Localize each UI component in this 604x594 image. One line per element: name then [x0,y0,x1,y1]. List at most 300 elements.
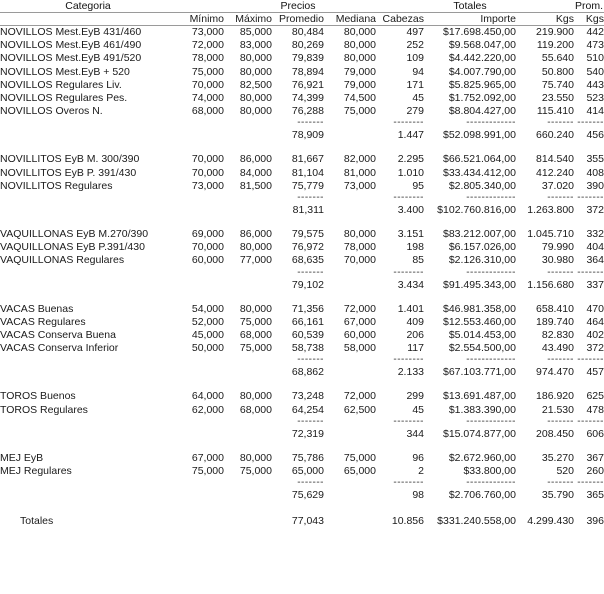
dash-importe: ------------- [466,266,516,278]
row-maximo: 86,000 [239,153,272,166]
row-cabezas: 2.295 [397,153,424,166]
dash-blank-med [324,417,376,427]
row-maximo: 80,000 [239,105,272,118]
row-maximo: 68,000 [239,329,272,342]
subtotal-importe: $2.706.760,00 [448,489,516,502]
grand-total-mediana [324,513,376,529]
row-prom-kgs: 625 [586,390,604,403]
row-cabezas: 117 [407,342,424,355]
row-importe: $2.805.340,00 [448,179,516,192]
subtotal-mediana [324,365,376,379]
dash-blank-min [176,118,224,128]
row-kgs: 1.045.710 [527,228,574,241]
dash-blank [0,355,176,365]
subtotal-prom-kgs: 456 [586,129,604,142]
header-mediana: Mediana [335,13,376,25]
table-row[interactable] [0,404,604,417]
row-category: NOVILLOS Regulares Pes. [0,92,128,105]
dash-importe: ------------- [466,477,516,489]
dash-prom-kgs: ------- [577,415,604,427]
grand-total-cabezas: 10.856 [391,515,424,528]
row-kgs: 75.740 [541,78,574,91]
dash-blank-med [324,193,376,203]
dash-blank-med [324,268,376,278]
header-spacer-kgs [516,0,574,13]
dash-promedio: ------- [297,415,324,427]
row-spacer [0,292,604,303]
row-promedio: 80,484 [291,26,324,38]
row-minimo: 54,000 [191,302,224,315]
row-prom-kgs: 540 [586,65,604,78]
row-minimo: 78,000 [191,52,224,65]
spacer-cell [0,217,604,228]
row-cabezas: 206 [406,329,424,342]
row-kgs: 43.490 [541,342,574,355]
row-maximo: 75,000 [239,342,272,355]
subtotal-importe: $52.098.991,00 [443,129,516,142]
row-mediana: 72,000 [343,390,376,403]
row-prom-kgs: 402 [586,329,604,342]
header-promedio: Promedio [279,13,324,25]
row-importe: $2.672.960,00 [448,451,516,464]
row-promedio: 64,254 [291,403,324,416]
grand-total-max [224,513,272,529]
dash-blank [0,118,176,128]
row-kgs: 189.740 [536,315,574,328]
header-spacer-min [176,0,224,13]
subtotal-separator [0,478,604,488]
row-cabezas: 1.401 [397,302,424,315]
header-prom-kgs: Kgs [585,13,604,25]
dash-promedio: ------- [297,192,324,204]
row-minimo: 72,000 [191,39,224,52]
row-category: NOVILLOS Overos N. [0,105,103,118]
dash-cabezas: -------- [393,192,424,204]
row-importe: $9.568.047,00 [448,39,516,52]
row-prom-kgs: 390 [586,179,604,192]
row-prom-kgs: 510 [586,52,604,65]
subtotal-prom-kgs: 372 [586,204,604,217]
row-kgs: 37.020 [541,179,574,192]
row-maximo: 80,000 [239,65,272,78]
row-importe: $12.553.460,00 [443,315,516,328]
row-maximo: 85,000 [239,26,272,38]
row-prom-kgs: 523 [586,92,604,105]
row-minimo: 73,000 [191,26,224,38]
spacer-cell [0,502,604,513]
rows-body [0,26,604,529]
table-row[interactable] [0,228,604,241]
dash-cabezas: -------- [393,354,424,366]
row-minimo: 52,000 [191,315,224,328]
row-mediana: 70,000 [343,254,376,267]
subtotal-label [0,128,176,142]
row-category: NOVILLOS Mest.EyB 461/490 [0,39,142,52]
subtotal-importe: $15.074.877,00 [443,427,516,440]
row-mediana: 67,000 [343,315,376,328]
header-spacer-med [324,0,376,13]
row-spacer [0,502,604,513]
row-prom-kgs: 260 [586,465,604,478]
row-promedio: 76,288 [291,105,324,118]
row-minimo: 60,000 [191,254,224,267]
row-mediana: 62,500 [343,403,376,416]
subtotal-prom-kgs: 337 [586,278,604,291]
row-kgs: 186.920 [536,390,574,403]
table-row[interactable] [0,39,604,52]
row-minimo: 73,000 [191,179,224,192]
row-mediana: 78,000 [343,241,376,254]
row-cabezas: 94 [412,65,424,78]
subtotal-max [224,488,272,502]
header-totales: Totales [453,0,487,12]
subtotal-max [224,365,272,379]
row-maximo: 80,000 [239,52,272,65]
row-promedio: 60,539 [291,329,324,342]
row-cabezas: 198 [406,241,424,254]
row-promedio: 58,738 [291,342,324,355]
dash-prom-kgs: ------- [577,117,604,129]
row-mediana: 80,000 [343,26,376,38]
row-kgs: 412.240 [536,166,574,179]
table-row[interactable] [0,153,604,166]
dash-cabezas: -------- [393,266,424,278]
row-spacer [0,441,604,452]
row-kgs: 82.830 [541,329,574,342]
table-row[interactable] [0,303,604,316]
row-category: NOVILLOS Regulares Liv. [0,78,122,91]
subtotal-cabezas: 3.434 [397,278,424,291]
dash-kgs: ------- [547,192,574,204]
table-row[interactable] [0,329,604,342]
row-prom-kgs: 414 [586,105,604,118]
row-cabezas: 85 [412,254,424,267]
grand-total-prom-kgs: 396 [586,515,604,528]
row-maximo: 82,500 [239,78,272,91]
dash-blank-max [224,118,272,128]
row-cabezas: 3.151 [397,228,424,241]
table-row[interactable] [0,452,604,465]
table-row[interactable] [0,26,604,39]
dash-blank-max [224,355,272,365]
row-promedio: 78,894 [291,65,324,78]
subtotal-importe: $91.495.343,00 [443,278,516,291]
row-minimo: 70,000 [191,166,224,179]
dash-blank [0,478,176,488]
row-maximo: 81,500 [239,179,272,192]
row-importe: $46.981.358,00 [443,302,516,315]
subtotal-cabezas: 344 [406,427,424,440]
dash-prom-kgs: ------- [577,266,604,278]
header-categoria: Categoria [65,0,111,12]
subtotal-prom-kgs: 457 [586,366,604,379]
dash-blank-max [224,193,272,203]
grand-total-min [176,513,224,529]
row-minimo: 70,000 [191,78,224,91]
subtotal-separator [0,268,604,278]
row-minimo: 45,000 [191,329,224,342]
subtotal-label [0,203,176,217]
subtotal-kgs: 35.790 [541,489,574,502]
subtotal-kgs: 660.240 [536,129,574,142]
row-cabezas: 279 [406,105,424,118]
row-promedio: 68,635 [291,254,324,267]
subtotal-min [176,488,224,502]
row-kgs: 35.270 [541,451,574,464]
row-prom-kgs: 372 [586,342,604,355]
row-promedio: 76,921 [291,78,324,91]
subtotal-separator [0,193,604,203]
row-maximo: 80,000 [239,451,272,464]
row-cabezas: 96 [412,451,424,464]
subtotal-max [224,278,272,292]
subtotal-kgs: 208.450 [536,427,574,440]
subtotal-label [0,278,176,292]
row-prom-kgs: 464 [586,315,604,328]
row-kgs: 119.200 [536,39,574,52]
dash-promedio: ------- [297,354,324,366]
row-minimo: 75,000 [191,65,224,78]
row-mediana: 82,000 [343,153,376,166]
row-mediana: 73,000 [343,179,376,192]
dash-blank-min [176,193,224,203]
table-row[interactable] [0,390,604,403]
dash-kgs: ------- [547,477,574,489]
subtotal-cabezas: 98 [412,489,424,502]
row-minimo: 74,000 [191,92,224,105]
dash-prom-kgs: ------- [577,477,604,489]
row-category: VAQUILLONAS EyB M.270/390 [0,228,149,241]
header-minimo: Mínimo [189,13,224,25]
subtotal-mediana [324,488,376,502]
header-precios: Precios [280,0,316,12]
dash-blank-med [324,478,376,488]
row-cabezas: 109 [406,52,424,65]
table-row[interactable] [0,254,604,267]
subtotal-max [224,427,272,441]
row-mediana: 80,000 [343,52,376,65]
row-spacer [0,217,604,228]
table-row[interactable] [0,92,604,105]
subtotal-promedio: 78,909 [291,129,324,142]
row-importe: $2.126.310,00 [448,254,516,267]
dash-prom-kgs: ------- [577,354,604,366]
livestock-price-table [0,0,604,26]
row-importe: $5.014.453,00 [448,329,516,342]
row-promedio: 76,972 [291,241,324,254]
row-prom-kgs: 473 [586,39,604,52]
row-mediana: 65,000 [343,465,376,478]
dash-blank [0,417,176,427]
subtotal-promedio: 81,311 [292,204,324,217]
row-prom-kgs: 364 [586,254,604,267]
table-row[interactable] [0,52,604,65]
row-category: NOVILLITOS EyB P. 391/430 [0,166,137,179]
row-cabezas: 1.010 [397,166,424,179]
row-minimo: 64,000 [191,390,224,403]
grand-total-label: Totales [20,515,54,528]
row-kgs: 30.980 [541,254,574,267]
row-mediana: 80,000 [343,39,376,52]
row-category: VACAS Buenas [0,302,74,315]
subtotal-max [224,203,272,217]
row-cabezas: 45 [412,92,424,105]
subtotal-label [0,365,176,379]
header-importe: Importe [480,13,516,25]
dash-importe: ------------- [466,415,516,427]
row-minimo: 70,000 [191,153,224,166]
table-row[interactable] [0,316,604,329]
row-maximo: 83,000 [239,39,272,52]
row-cabezas: 95 [412,179,424,192]
header-spacer-max [224,0,272,13]
dash-promedio: ------- [297,117,324,129]
row-prom-kgs: 443 [586,78,604,91]
row-importe: $13.691.487,00 [443,390,516,403]
row-importe: $1.752.092,00 [448,92,516,105]
row-promedio: 79,575 [291,228,324,241]
dash-blank-med [324,355,376,365]
subtotal-mediana [324,128,376,142]
header-prom: Prom. [574,0,603,12]
row-cabezas: 497 [406,26,424,38]
row-cabezas: 2 [418,465,424,478]
row-maximo: 75,000 [239,315,272,328]
spacer-cell [0,292,604,303]
row-minimo: 50,000 [191,342,224,355]
grand-total-promedio: 77,043 [291,515,324,528]
row-importe: $33.434.412,00 [443,166,516,179]
row-importe: $83.212.007,00 [443,228,516,241]
row-maximo: 84,000 [239,166,272,179]
subtotal-promedio: 79,102 [291,278,324,291]
subtotal-mediana [324,278,376,292]
table-row[interactable] [0,241,604,254]
subtotal-row [0,365,604,379]
dash-kgs: ------- [547,354,574,366]
row-cabezas: 409 [406,315,424,328]
table-row[interactable] [0,167,604,180]
row-mediana: 75,000 [343,105,376,118]
row-minimo: 68,000 [191,105,224,118]
row-importe: $5.825.965,00 [448,78,516,91]
row-importe: $33.800,00 [463,465,516,478]
subtotal-mediana [324,203,376,217]
spacer-cell [0,379,604,390]
dash-cabezas: -------- [393,117,424,129]
row-category: VAQUILLONAS EyB P.391/430 [0,241,145,254]
dash-prom-kgs: ------- [577,192,604,204]
subtotal-label [0,488,176,502]
row-prom-kgs: 478 [586,403,604,416]
row-mediana: 79,000 [343,65,376,78]
dash-blank-max [224,268,272,278]
row-kgs: 21.530 [541,403,574,416]
spacer-cell [0,142,604,153]
row-promedio: 80,269 [291,39,324,52]
row-category: VACAS Conserva Buena [0,329,116,342]
table-body [0,0,604,26]
dash-blank-med [324,118,376,128]
subtotal-row [0,488,604,502]
row-minimo: 69,000 [191,228,224,241]
row-importe: $1.383.390,00 [448,403,516,416]
header-spacer-cab [376,0,424,13]
subtotal-kgs: 1.156.680 [527,278,574,291]
row-category: NOVILLITOS EyB M. 300/390 [0,153,140,166]
row-minimo: 62,000 [191,403,224,416]
row-cabezas: 299 [406,390,424,403]
row-promedio: 65,000 [291,465,324,478]
row-promedio: 75,779 [291,179,324,192]
row-category: NOVILLOS Mest.EyB 431/460 [0,26,142,38]
row-maximo: 80,000 [239,390,272,403]
subtotal-row [0,128,604,142]
row-category: MEJ Regulares [0,465,72,478]
table-row[interactable] [0,79,604,92]
row-mediana: 80,000 [343,228,376,241]
header-kgs: Kgs [555,13,574,25]
row-maximo: 77,000 [239,254,272,267]
row-kgs: 23.550 [541,92,574,105]
subtotal-row [0,427,604,441]
subtotal-kgs: 1.263.800 [527,204,574,217]
row-category: TOROS Buenos [0,390,76,403]
row-prom-kgs: 332 [586,228,604,241]
row-mediana: 74,500 [343,92,376,105]
spacer-cell [0,441,604,452]
dash-importe: ------------- [466,117,516,129]
dash-blank-min [176,478,224,488]
row-promedio: 75,786 [291,451,324,464]
row-mediana: 81,000 [343,166,376,179]
subtotal-row [0,278,604,292]
dash-kgs: ------- [547,266,574,278]
subtotal-promedio: 72,319 [291,427,324,440]
subtotal-label [0,427,176,441]
dash-kgs: ------- [547,117,574,129]
row-mediana: 60,000 [343,329,376,342]
row-importe: $2.554.500,00 [448,342,516,355]
row-kgs: 219.900 [536,26,574,38]
row-mediana: 72,000 [343,302,376,315]
row-mediana: 58,000 [343,342,376,355]
row-maximo: 80,000 [239,92,272,105]
subtotal-separator [0,417,604,427]
row-category: TOROS Regulares [0,403,88,416]
subtotal-mediana [324,427,376,441]
grand-total-kgs: 4.299.430 [527,515,574,528]
header-sub-row [0,13,604,26]
subtotal-cabezas: 2.133 [397,366,424,379]
row-kgs: 115.410 [536,105,574,118]
row-minimo: 70,000 [191,241,224,254]
table-row[interactable] [0,66,604,79]
dash-importe: ------------- [466,354,516,366]
subtotal-kgs: 974.470 [536,366,574,379]
subtotal-promedio: 75,629 [291,489,324,502]
subtotal-row [0,203,604,217]
subtotal-prom-kgs: 606 [586,427,604,440]
dash-blank-min [176,268,224,278]
subtotal-max [224,128,272,142]
row-kgs: 50.800 [541,65,574,78]
header-sub-blank [0,13,176,26]
dash-promedio: ------- [297,266,324,278]
grand-total-importe: $331.240.558,00 [437,515,516,528]
header-group-row [0,0,604,13]
row-importe: $66.521.064,00 [443,153,516,166]
